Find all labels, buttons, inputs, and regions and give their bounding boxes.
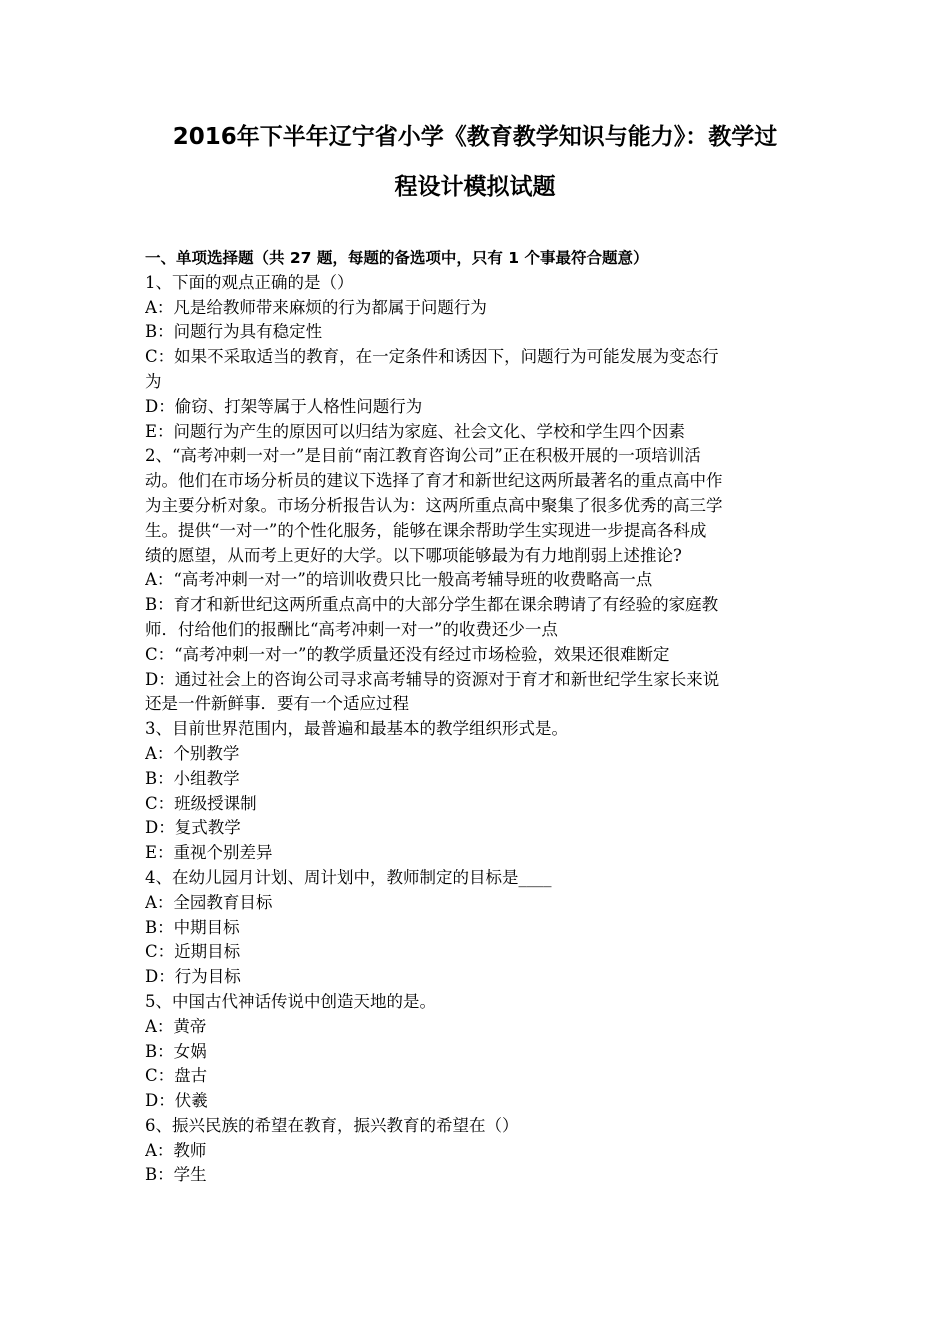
text-line: C：盘古	[145, 1066, 208, 1086]
section-heading: 一、单项选择题（共 27 题，每题的备选项中，只有 1 个事最符合题意）	[145, 249, 649, 267]
text-line: B：女娲	[145, 1041, 207, 1061]
text-line: 师．付给他们的报酬比“高考冲刺一对一”的收费还少一点	[145, 619, 558, 639]
text-line: 生。提供“一对一”的个性化服务，能够在课余帮助学生实现进一步提高各科成	[145, 520, 707, 540]
text-line: B：小组教学	[145, 768, 240, 788]
text-line: C：班级授课制	[145, 793, 257, 813]
text-line: 3、目前世界范围内，最普遍和最基本的教学组织形式是。	[145, 719, 568, 739]
text-line: A：凡是给教师带来麻烦的行为都属于问题行为	[145, 297, 487, 317]
text-line: A：教师	[145, 1140, 207, 1160]
text-line: 2、“高考冲刺一对一”是目前“南江教育咨询公司”正在积极开展的一项培训活	[145, 446, 701, 466]
text-line: B：学生	[145, 1165, 207, 1185]
text-line: 6、振兴民族的希望在教育，振兴教育的希望在（）	[145, 1115, 519, 1135]
text-line: D：通过社会上的咨询公司寻求高考辅导的资源对于育才和新世纪学生家长来说	[145, 669, 720, 689]
text-line: A：“高考冲刺一对一”的培训收费只比一般高考辅导班的收费略高一点	[145, 570, 653, 590]
text-line: C：如果不采取适当的教育，在一定条件和诱因下，问题行为可能发展为变态行	[145, 347, 719, 367]
text-line: B：中期目标	[145, 917, 240, 937]
document-title-line-2: 程设计模拟试题	[394, 174, 556, 200]
text-line: E：重视个别差异	[145, 843, 273, 863]
text-line: C：近期目标	[145, 942, 241, 962]
text-line: 1、下面的观点正确的是（）	[145, 272, 354, 292]
text-line: E：问题行为产生的原因可以归结为家庭、社会文化、学校和学生四个因素	[145, 421, 686, 441]
text-line: B：育才和新世纪这两所重点高中的大部分学生都在课余聘请了有经验的家庭教	[145, 595, 719, 615]
text-line: D：复式教学	[145, 818, 241, 838]
text-line: 动。他们在市场分析员的建议下选择了育才和新世纪这两所最著名的重点高中作	[145, 471, 723, 491]
text-line: D：伏羲	[145, 1091, 208, 1111]
text-line: 4、在幼儿园月计划、周计划中，教师制定的目标是____	[145, 867, 552, 887]
document-body	[145, 246, 815, 1188]
document-title-line-1: 2016年下半年辽宁省小学《教育教学知识与能力》：教学过	[172, 124, 778, 150]
text-line: A：全园教育目标	[145, 892, 273, 912]
text-line: A：黄帝	[145, 1016, 207, 1036]
text-line: 为主要分析对象。市场分析报告认为：这两所重点高中聚集了很多优秀的高三学	[145, 495, 723, 515]
text-line: 5、中国古代神话传说中创造天地的是。	[145, 991, 436, 1011]
text-line: C：“高考冲刺一对一”的教学质量还没有经过市场检验，效果还很难断定	[145, 644, 670, 664]
text-line: 还是一件新鲜事．要有一个适应过程	[145, 694, 409, 714]
text-line: D：偷窃、打架等属于人格性问题行为	[145, 396, 423, 416]
text-line: A：个别教学	[145, 743, 240, 763]
text-line: 绩的愿望，从而考上更好的大学。以下哪项能够最为有力地削弱上述推论?	[145, 545, 682, 565]
text-line: D：行为目标	[145, 967, 241, 987]
text-line: 为	[145, 371, 162, 391]
text-line: B：问题行为具有稳定性	[145, 322, 323, 342]
